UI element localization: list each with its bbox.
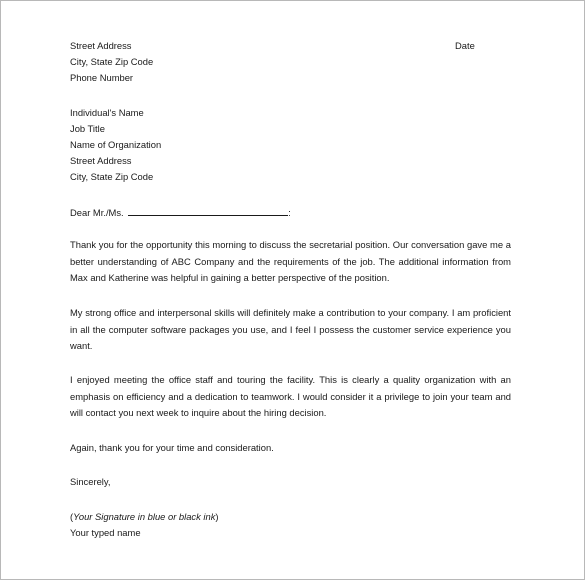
recipient-street: Street Address: [70, 155, 132, 166]
signature-instruction: Your Signature in blue or black ink: [73, 511, 216, 522]
recipient-city: City, State Zip Code: [70, 171, 154, 182]
name-blank-line: [128, 207, 288, 216]
body-paragraph-1: Thank you for the opportunity this morning to discuss the secretarial position. Our conversation gave me a better understanding of ABC Company and the requirements of the job. The additional information from Max and Katherine was helpful in gaining a better perspective of the position.: [70, 239, 511, 283]
signature-note: [70, 511, 219, 523]
salutation: [70, 207, 291, 219]
body-paragraph-3: I enjoyed meeting the office staff and touring the facility. This is clearly a quality organization with an emphasis on efficiency and a dedication to teamwork. I would consider it a privilege to join your team and will contact you next week to inquire about the hiring decision.: [70, 374, 511, 418]
recipient-name: Individual's Name: [70, 107, 144, 118]
body-paragraph-4: Again, thank you for your time and consideration.: [70, 442, 274, 453]
recipient-title: Job Title: [70, 123, 105, 134]
salutation-suffix: :: [288, 207, 291, 218]
sender-city: City, State Zip Code: [70, 56, 154, 67]
date-label: Date: [455, 40, 475, 51]
signature-close-paren: ): [215, 511, 219, 522]
sender-street: Street Address: [70, 40, 132, 51]
sender-phone: Phone Number: [70, 72, 134, 83]
salutation-prefix: Dear Mr./Ms.: [70, 207, 124, 218]
signature-open-paren: (: [70, 511, 74, 522]
typed-name: Your typed name: [70, 527, 141, 538]
recipient-organization: Name of Organization: [70, 139, 162, 150]
closing: Sincerely,: [70, 476, 111, 487]
body-paragraph-2: My strong office and interpersonal skills will definitely make a contribution to your company. I am proficient in all the computer software packages you use, and I feel I possess the customer service experience you want.: [70, 307, 511, 351]
